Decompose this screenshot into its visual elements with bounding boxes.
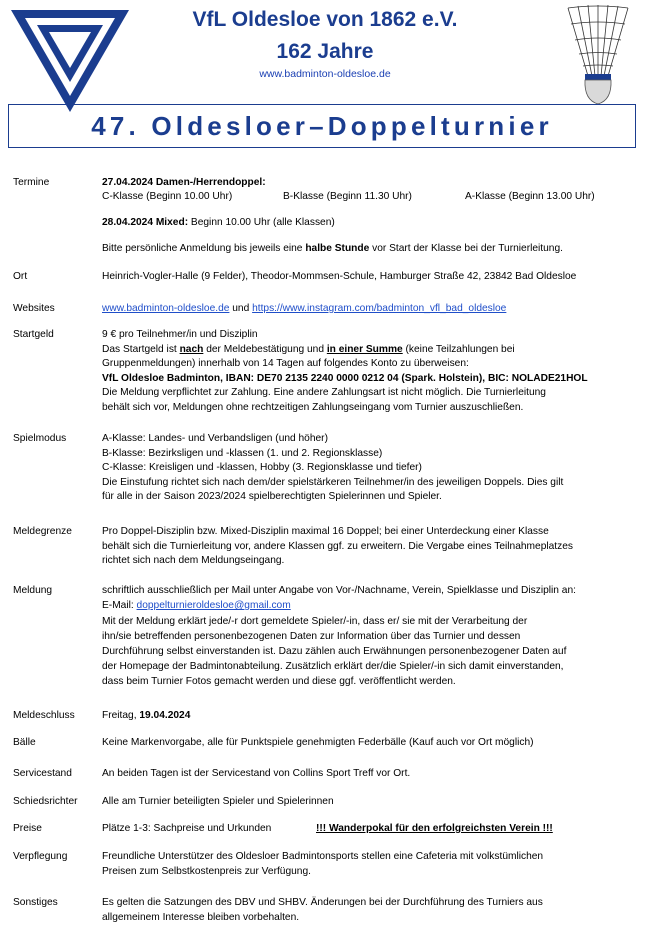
termine-classes xyxy=(102,190,642,205)
startgeld-line2: Das Startgeld ist nach der Meldebestätigung und in einer Summe (keine Teilzahlungen bei xyxy=(102,344,515,355)
startgeld-line5: Die Meldung verpflichtet zur Zahlung. Eine andere Zahlungsart ist nicht möglich. Die Turnierleitung xyxy=(102,387,546,398)
preise-pokal: !!! Wanderpokal für den erfolgreichsten Verein !!! xyxy=(316,823,553,834)
label-servicestand: Servicestand xyxy=(13,768,72,779)
servicestand-text: An beiden Tagen ist der Servicestand von Collins Sport Treff vor Ort. xyxy=(102,768,411,779)
baelle-text: Keine Markenvorgabe, alle für Punktspiele genehmigten Federbälle (Kauf auch vor Ort möglich) xyxy=(102,737,534,748)
club-name: VfL Oldesloe von 1862 e.V. xyxy=(192,8,458,31)
verpflegung-line2: Preisen zum Selbstkostenpreis zur Verfügung. xyxy=(102,866,311,877)
a-klasse: A-Klasse (Beginn 13.00 Uhr) xyxy=(465,191,595,202)
meldung-line4: ihn/sie betreffenden personenbezogenen Daten zur Information über das Turnier und dessen xyxy=(102,631,521,642)
c-klasse: C-Klasse (Beginn 10.00 Uhr) xyxy=(102,191,233,202)
label-sonstiges: Sonstiges xyxy=(13,897,58,908)
websites-text: www.badminton-oldesloe.de und https://www.instagram.com/badminton_vfl_bad_oldesloe xyxy=(102,303,507,314)
meldung-line7: dass beim Turnier Fotos gemacht werden und diese ggf. veröffentlicht werden. xyxy=(102,676,456,687)
preise-text: Plätze 1-3: Sachpreise und Urkunden xyxy=(102,823,272,834)
meldegrenze-line2: behält sich die Turnierleitung vor, andere Klassen ggf. zu erweitern. Die Vergabe eines Teilnahmeplatzes xyxy=(102,541,573,552)
startgeld-bank: VfL Oldesloe Badminton, IBAN: DE70 2135 2240 0000 0212 04 (Spark. Holstein), BIC: NOLADE21HOL xyxy=(102,373,588,384)
meldegrenze-line3: richtet sich nach dem Meldungseingang. xyxy=(102,555,285,566)
termine-registration: Bitte persönliche Anmeldung bis jeweils eine halbe Stunde vor Start der Klasse bei der Turnierleitung. xyxy=(102,243,563,254)
label-meldung: Meldung xyxy=(13,585,53,596)
verpflegung-line1: Freundliche Unterstützer des Oldesloer Badmintonsports stellen eine Cafeteria mit volkstümlichen xyxy=(102,851,544,862)
startgeld-line3: Gruppenmeldungen) innerhalb von 14 Tagen auf folgendes Konto zu überweisen: xyxy=(102,358,469,369)
label-termine: Termine xyxy=(13,177,50,188)
instagram-link[interactable]: https://www.instagram.com/badminton_vfl_bad_oldesloe xyxy=(252,303,507,314)
termine-day2: 28.04.2024 Mixed: Beginn 10.00 Uhr (alle Klassen) xyxy=(102,217,335,228)
label-meldeschluss: Meldeschluss xyxy=(13,710,75,721)
meldung-line5: Durchführung selbst einverstanden ist. Dazu zählen auch Erwähnungen personenbezogener Daten auf xyxy=(102,646,567,657)
schiedsrichter-text: Alle am Turnier beteiligten Spieler und Spielerinnen xyxy=(102,796,334,807)
meldung-line3: Mit der Meldung erklärt jede/-r dort gemeldete Spieler/-in, dass er/ sie mit der Verarbeitung der xyxy=(102,616,528,627)
spielmodus-line1: A-Klasse: Landes- und Verbandsligen (und höher) xyxy=(102,433,328,444)
label-schiedsrichter: Schiedsrichter xyxy=(13,796,78,807)
anniversary: 162 Jahre xyxy=(276,40,374,63)
ort-text: Heinrich-Vogler-Halle (9 Felder), Theodor-Mommsen-Schule, Hamburger Straße 42, 23842 Bad Oldesloe xyxy=(102,271,577,282)
email-link[interactable]: doppelturnieroldesloe@gmail.com xyxy=(136,600,291,611)
label-preise: Preise xyxy=(13,823,42,834)
label-baelle: Bälle xyxy=(13,737,36,748)
spielmodus-line3: C-Klasse: Kreisligen und -klassen, Hobby (3. Regionsklasse und tiefer) xyxy=(102,462,422,473)
spielmodus-line4: Die Einstufung richtet sich nach dem/der spielstärkeren Teilnehmer/in des jeweiligen Doppels. Dies gilt xyxy=(102,477,564,488)
startgeld-line6: behält sich vor, Meldungen ohne rechtzeitigen Zahlungseingang vom Turnier auszuschließen. xyxy=(102,402,524,413)
label-ort: Ort xyxy=(13,271,28,282)
label-verpflegung: Verpflegung xyxy=(13,851,68,862)
header-website[interactable]: www.badminton-oldesloe.de xyxy=(259,68,391,80)
b-klasse: B-Klasse (Beginn 11.30 Uhr) xyxy=(283,191,412,202)
meldung-email: E-Mail: doppelturnieroldesloe@gmail.com xyxy=(102,600,291,611)
sonstiges-line2: allgemeinem Interesse bleiben vorbehalten. xyxy=(102,912,300,923)
meldung-line1: schriftlich ausschließlich per Mail unter Angabe von Vor-/Nachname, Verein, Spielklasse und Disziplin an: xyxy=(102,585,576,596)
label-meldegrenze: Meldegrenze xyxy=(13,526,72,537)
tournament-title: 47. Oldesloer–Doppelturnier xyxy=(8,104,636,148)
spielmodus-line2: B-Klasse: Bezirksligen und -klassen (1. und 2. Regionsklasse) xyxy=(102,448,383,459)
meldeschluss-text: Freitag, 19.04.2024 xyxy=(102,710,191,721)
sonstiges-line1: Es gelten die Satzungen des DBV und SHBV. Änderungen bei der Durchführung des Turniers aus xyxy=(102,897,543,908)
website-link[interactable]: www.badminton-oldesloe.de xyxy=(102,303,230,314)
label-startgeld: Startgeld xyxy=(13,329,54,340)
startgeld-line1: 9 € pro Teilnehmer/in und Disziplin xyxy=(102,329,258,340)
meldegrenze-line1: Pro Doppel-Disziplin bzw. Mixed-Disziplin maximal 16 Doppel; bei einer Unterdeckung einer Klasse xyxy=(102,526,549,537)
termine-day1: 27.04.2024 Damen-/Herrendoppel: xyxy=(102,177,266,188)
label-websites: Websites xyxy=(13,303,55,314)
label-spielmodus: Spielmodus xyxy=(13,433,67,444)
spielmodus-line5: für alle in der Saison 2023/2024 spielberechtigten Spielerinnen und Spieler. xyxy=(102,491,442,502)
meldung-line6: der Homepage der Badmintonabteilung. Zusätzlich erklärt der/die Spieler/-in sich damit einverstanden, xyxy=(102,661,564,672)
